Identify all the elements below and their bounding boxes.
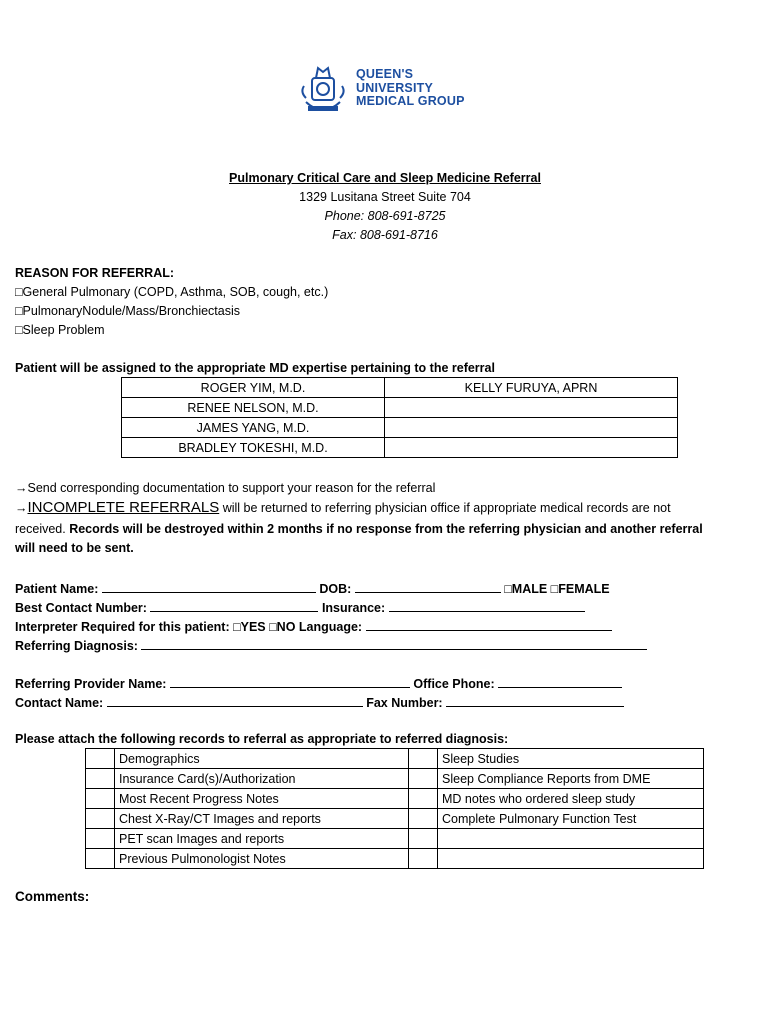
md-cell: BRADLEY TOKESHI, M.D. — [122, 438, 385, 458]
table-row — [122, 398, 678, 418]
provider-name-label: Referring Provider Name: — [15, 677, 167, 691]
record-item: Demographics — [115, 749, 409, 769]
dob-field[interactable] — [355, 580, 501, 593]
record-checkbox[interactable] — [86, 829, 115, 849]
record-checkbox[interactable] — [86, 769, 115, 789]
logo-line2: UNIVERSITY — [356, 80, 434, 95]
record-item: PET scan Images and reports — [115, 829, 409, 849]
md-cell — [385, 438, 678, 458]
md-cell — [385, 418, 678, 438]
sex-options[interactable]: □MALE □FEMALE — [504, 582, 610, 596]
provider-row-2 — [15, 694, 624, 710]
record-item: Complete Pulmonary Function Test — [438, 809, 704, 829]
md-cell: JAMES YANG, M.D. — [122, 418, 385, 438]
clinic-phone: Phone: 808-691-8725 — [324, 209, 446, 223]
diagnosis-label: Referring Diagnosis: — [15, 639, 138, 653]
table-row — [86, 749, 704, 769]
office-phone-label: Office Phone: — [413, 677, 495, 691]
record-item: Previous Pulmonologist Notes — [115, 849, 409, 869]
queens-logo — [288, 58, 482, 120]
patient-row-4 — [15, 637, 647, 653]
incomplete-text: will be returned to referring physician office if appropriate medical records are not — [219, 501, 671, 515]
reason-option-general[interactable]: □General Pulmonary (COPD, Asthma, SOB, cough, etc.) — [15, 285, 329, 299]
record-item — [438, 849, 704, 869]
incomplete-label: INCOMPLETE REFERRALS — [27, 499, 220, 516]
clinic-fax: Fax: 808-691-8716 — [332, 228, 438, 242]
clinic-address: 1329 Lusitana Street Suite 704 — [299, 190, 471, 204]
insurance-field[interactable] — [389, 599, 585, 612]
table-row — [122, 438, 678, 458]
received-text: received. — [15, 522, 70, 536]
patient-row-3 — [15, 618, 612, 634]
resend-note: will need to be sent. — [15, 541, 134, 555]
contact-name-label: Contact Name: — [15, 696, 104, 710]
md-cell: ROGER YIM, M.D. — [122, 378, 385, 398]
record-item: Sleep Studies — [438, 749, 704, 769]
table-row — [122, 378, 678, 398]
table-row — [122, 418, 678, 438]
patient-row-1 — [15, 580, 610, 596]
reason-option-nodule[interactable]: □PulmonaryNodule/Mass/Bronchiectasis — [15, 304, 241, 318]
comments-area[interactable] — [15, 910, 755, 1010]
contact-number-field[interactable] — [150, 599, 318, 612]
table-row — [86, 809, 704, 829]
record-item: Chest X-Ray/CT Images and reports — [115, 809, 409, 829]
send-docs-note: →Send corresponding documentation to support your reason for the referral — [15, 481, 436, 495]
table-row — [86, 849, 704, 869]
assignment-heading: Patient will be assigned to the appropriate MD expertise pertaining to the referral — [15, 361, 495, 375]
office-phone-field[interactable] — [498, 675, 622, 688]
comments-label: Comments: — [15, 889, 90, 904]
record-checkbox[interactable] — [409, 769, 438, 789]
records-heading: Please attach the following records to referral as appropriate to referred diagnosis: — [15, 732, 509, 746]
logo-text — [356, 68, 465, 109]
language-field[interactable] — [366, 618, 612, 631]
crest-icon — [294, 62, 352, 116]
interpreter-options[interactable]: □YES □NO Language: — [229, 620, 363, 634]
contact-name-field[interactable] — [107, 694, 363, 707]
record-checkbox[interactable] — [409, 749, 438, 769]
reason-option-sleep[interactable]: □Sleep Problem — [15, 323, 105, 337]
record-checkbox[interactable] — [409, 829, 438, 849]
logo-line3: MEDICAL GROUP — [356, 94, 465, 108]
record-checkbox[interactable] — [86, 849, 115, 869]
interpreter-label: Interpreter Required for this patient: — [15, 620, 230, 634]
diagnosis-field[interactable] — [141, 637, 647, 650]
provider-name-field[interactable] — [170, 675, 410, 688]
table-row — [86, 769, 704, 789]
record-checkbox[interactable] — [409, 809, 438, 829]
table-row — [86, 829, 704, 849]
insurance-label: Insurance: — [321, 601, 386, 615]
md-cell — [385, 398, 678, 418]
incomplete-note — [15, 499, 671, 516]
form-title: Pulmonary Critical Care and Sleep Medicine Referral — [229, 171, 541, 185]
record-item: MD notes who ordered sleep study — [438, 789, 704, 809]
record-checkbox[interactable] — [86, 749, 115, 769]
reason-heading: REASON FOR REFERRAL: — [15, 266, 175, 280]
record-item: Insurance Card(s)/Authorization — [115, 769, 409, 789]
patient-name-field[interactable] — [102, 580, 316, 593]
dob-label: DOB: — [319, 582, 352, 596]
record-checkbox[interactable] — [409, 789, 438, 809]
patient-row-2 — [15, 599, 585, 615]
record-checkbox[interactable] — [86, 789, 115, 809]
records-warning-line — [15, 522, 703, 536]
records-warning: Records will be destroyed within 2 months if no response from the referring physician and another referral — [69, 522, 703, 536]
record-item: Sleep Compliance Reports from DME — [438, 769, 704, 789]
logo-line1: QUEEN'S — [356, 67, 414, 81]
record-checkbox[interactable] — [409, 849, 438, 869]
md-cell: KELLY FURUYA, APRN — [385, 378, 678, 398]
provider-row-1 — [15, 675, 622, 691]
record-checkbox[interactable] — [86, 809, 115, 829]
record-item: Most Recent Progress Notes — [115, 789, 409, 809]
md-cell: RENEE NELSON, M.D. — [122, 398, 385, 418]
patient-name-label: Patient Name: — [15, 582, 99, 596]
fax-number-label: Fax Number: — [366, 696, 443, 710]
record-item — [438, 829, 704, 849]
fax-number-field[interactable] — [446, 694, 624, 707]
md-table — [121, 377, 678, 458]
arrow-icon: → — [15, 501, 28, 515]
table-row — [86, 789, 704, 809]
contact-number-label: Best Contact Number: — [15, 601, 147, 615]
records-table — [85, 748, 704, 869]
